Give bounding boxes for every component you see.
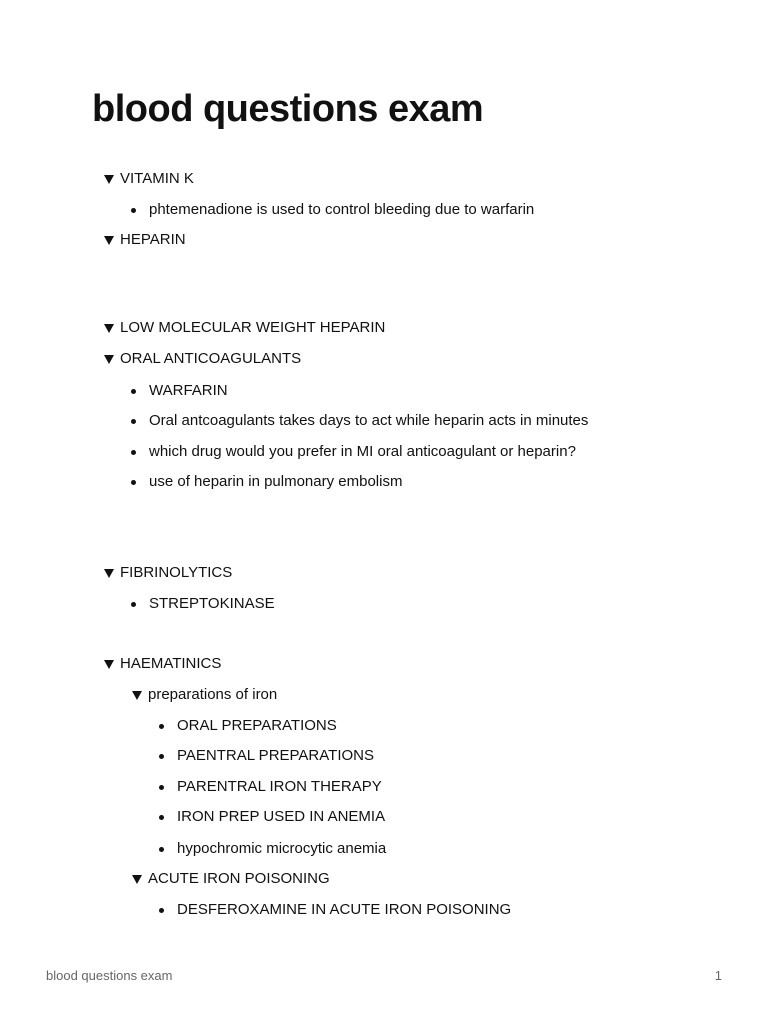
toggle-haematinics[interactable] (104, 654, 221, 674)
toggle-label: HEPARIN (120, 231, 186, 248)
toggle-triangle-icon[interactable] (104, 324, 114, 333)
list-item (131, 472, 402, 492)
bullet-icon (131, 389, 136, 394)
list-item (159, 839, 386, 859)
toggle-triangle-icon[interactable] (132, 691, 142, 700)
toggle-low-molecular-weight-heparin[interactable] (104, 318, 385, 338)
footer-page-number: 1 (714, 968, 722, 983)
list-item (159, 807, 385, 827)
bullet-icon (131, 602, 136, 607)
list-item-text: phtemenadione is used to control bleeding due to warfarin (149, 201, 535, 218)
bullet-icon (131, 450, 136, 455)
list-item-text: hypochromic microcytic anemia (177, 840, 387, 857)
toggle-triangle-icon[interactable] (132, 875, 142, 884)
list-item-text: DESFEROXAMINE IN ACUTE IRON POISONING (177, 901, 512, 918)
toggle-label: VITAMIN K (120, 170, 194, 187)
toggle-triangle-icon[interactable] (104, 355, 114, 364)
bullet-icon (131, 208, 136, 213)
toggle-heparin[interactable] (104, 230, 186, 250)
bullet-icon (131, 480, 136, 485)
toggle-triangle-icon[interactable] (104, 236, 114, 245)
toggle-label: preparations of iron (148, 686, 278, 703)
list-item (131, 381, 228, 401)
toggle-oral-anticoagulants[interactable] (104, 349, 301, 369)
page-title: blood questions exam (92, 88, 484, 130)
list-item-text: PARENTRAL IRON THERAPY (177, 778, 382, 795)
toggle-triangle-icon[interactable] (104, 660, 114, 669)
toggle-fibrinolytics[interactable] (104, 563, 232, 583)
footer-document-name: blood questions exam (46, 968, 173, 983)
list-item (159, 777, 382, 797)
list-item (159, 716, 337, 736)
bullet-icon (159, 724, 164, 729)
bullet-icon (159, 754, 164, 759)
toggle-label: LOW MOLECULAR WEIGHT HEPARIN (120, 319, 386, 336)
list-item-text: STREPTOKINASE (149, 595, 275, 612)
list-item-text: ORAL PREPARATIONS (177, 717, 337, 734)
list-item-text: which drug would you prefer in MI oral anticoagulant or heparin? (149, 443, 576, 460)
toggle-vitamin-k[interactable] (104, 169, 194, 189)
toggle-triangle-icon[interactable] (104, 175, 114, 184)
bullet-icon (159, 785, 164, 790)
list-item-text: IRON PREP USED IN ANEMIA (177, 808, 386, 825)
list-item-text: WARFARIN (149, 382, 228, 399)
list-item-text: use of heparin in pulmonary embolism (149, 473, 403, 490)
bullet-icon (159, 847, 164, 852)
toggle-acute-iron-poisoning[interactable] (132, 869, 330, 889)
list-item (131, 594, 275, 614)
list-item-text: PAENTRAL PREPARATIONS (177, 747, 374, 764)
toggle-preparations-of-iron[interactable] (132, 685, 277, 705)
bullet-icon (159, 908, 164, 913)
list-item (131, 411, 588, 431)
list-item-text: Oral antcoagulants takes days to act while heparin acts in minutes (149, 412, 589, 429)
list-item (159, 900, 511, 920)
list-item (159, 746, 374, 766)
bullet-icon (159, 815, 164, 820)
toggle-triangle-icon[interactable] (104, 569, 114, 578)
toggle-label: FIBRINOLYTICS (120, 564, 233, 581)
list-item (131, 200, 534, 220)
toggle-label: ORAL ANTICOAGULANTS (120, 350, 302, 367)
bullet-icon (131, 419, 136, 424)
toggle-label: ACUTE IRON POISONING (148, 870, 330, 887)
toggle-label: HAEMATINICS (120, 655, 222, 672)
list-item (131, 442, 576, 462)
